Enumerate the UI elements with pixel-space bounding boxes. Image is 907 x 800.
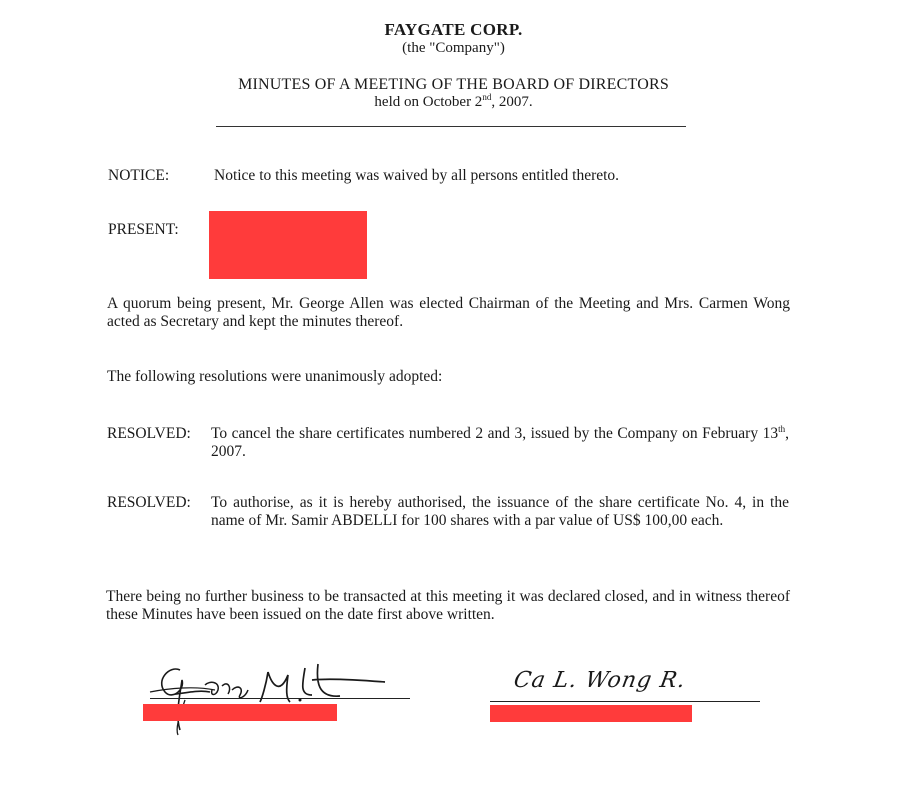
resolution-1-text-a: To cancel the share certificates numbered 2 and 3, issued by the Company on February 13: [211, 425, 779, 442]
meeting-date: [0, 94, 907, 111]
resolution-1-ordinal: th: [778, 424, 786, 434]
present-label: PRESENT:: [108, 221, 179, 238]
resolution-1-text: [211, 425, 789, 461]
notice-text: Notice to this meeting was waived by all persons entitled thereto.: [214, 167, 620, 184]
chairman-signature: [140, 640, 400, 750]
meeting-date-ordinal: nd: [482, 92, 492, 102]
company-name: FAYGATE CORP.: [384, 20, 523, 39]
chairman-name-redaction: [143, 704, 337, 721]
quorum-paragraph: A quorum being present, Mr. George Allen was elected Chairman of the Meeting and Mrs. Carmen Wong acted as Secretary and kept the minutes thereof.: [107, 295, 790, 330]
resolution-1-text-b: , 2007.: [211, 425, 789, 460]
resolution-1-label: RESOLVED:: [107, 425, 191, 442]
secretary-name-redaction: [490, 705, 692, 722]
closing-paragraph: There being no further business to be transacted at this meeting it was declared closed, and in witness thereof these Minutes have been issued on the date first above written.: [106, 588, 790, 623]
meeting-title: MINUTES OF A MEETING OF THE BOARD OF DIRECTORS: [238, 76, 669, 93]
resolution-2-text: To authorise, as it is hereby authorised, the issuance of the share certificate No. 4, in the name of Mr. Samir ABDELLI for 100 shares with a par value of US$ 100,00 each.: [211, 494, 789, 529]
secretary-signature-line: [490, 701, 760, 702]
resolution-2-label: RESOLVED:: [107, 494, 191, 511]
company-alias: (the "Company"): [402, 40, 505, 56]
notice-label: NOTICE:: [108, 167, 170, 184]
resolutions-intro: The following resolutions were unanimously adopted:: [107, 368, 443, 385]
chairman-signature-line: [150, 698, 410, 699]
meeting-date-prefix: held on October 2: [374, 94, 483, 110]
header-divider: [216, 126, 686, 127]
meeting-date-suffix: , 2007.: [491, 94, 533, 110]
present-redaction-block: [209, 211, 367, 279]
secretary-signature: Ca L. Wong R.: [511, 668, 688, 693]
